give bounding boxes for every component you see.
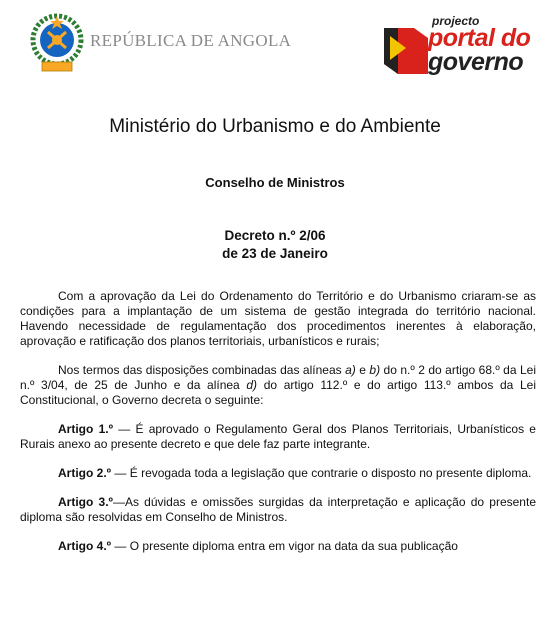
p2-text-3: do n.º 2 do artigo 68.º da Lei n.º 3/04, de 25 de Junho e da alínea	[20, 363, 537, 392]
logo-governo-text: governo	[428, 48, 524, 76]
portal-do-governo-logo[interactable]	[382, 10, 538, 76]
article-1-text: — É aprovado o Regulamento Geral dos Planos Territoriais, Urbanísticos e Rurais anexo ao presente decreto e que dele faz parte integrante.	[20, 422, 536, 451]
article-3-label: Artigo 3.º	[58, 495, 113, 509]
p2-text-2: e	[355, 363, 370, 377]
article-1-label: Artigo 1.º	[58, 422, 113, 436]
article-2	[20, 466, 536, 481]
article-2-label: Artigo 2.º	[58, 466, 112, 480]
council-heading: Conselho de Ministros	[205, 175, 345, 190]
decree-date: de 23 de Janeiro	[222, 246, 328, 261]
article-3-text: —As dúvidas e omissões surgidas da interpretação e aplicação do presente diploma são resolvidas em Conselho de Ministros.	[20, 495, 536, 524]
decree-body	[20, 289, 536, 568]
p2-alinea-a: a)	[345, 363, 356, 377]
article-1	[20, 422, 536, 452]
article-4-label: Artigo 4.º	[58, 539, 112, 553]
ministry-title: Ministério do Urbanismo e do Ambiente	[109, 116, 441, 137]
p2-alinea-d: d)	[246, 378, 258, 392]
p2-text-4: do artigo 112.º e do artigo 113.º ambos da Lei Constitucional, o Governo decreta o seguinte:	[20, 378, 536, 407]
republic-name: REPÚBLICA DE ANGOLA	[90, 31, 292, 50]
article-4-text: — O presente diploma entra em vigor na data da sua publicação	[111, 539, 458, 553]
angola-coat-of-arms-icon	[28, 12, 86, 74]
decree-number: Decreto n.º 2/06	[224, 228, 326, 243]
portal-logo-mark-icon	[384, 28, 428, 74]
article-2-text: — É revogada toda a legislação que contrarie o disposto no presente diploma.	[111, 466, 532, 480]
decree-heading	[0, 227, 550, 263]
p2-text-1: Nos termos das disposições combinadas das alíneas	[58, 363, 346, 377]
logo-portal-do-text: portal do	[428, 24, 531, 52]
p2-alinea-b: b)	[369, 363, 381, 377]
logo-projecto-text: projecto	[432, 14, 480, 28]
document-header	[0, 0, 550, 90]
article-3	[20, 495, 536, 525]
article-4	[20, 539, 536, 554]
preamble-paragraph-1: Com a aprovação da Lei do Ordenamento do Território e do Urbanismo criaram-se as condições para a implantação de um sistema de gestão integrada do território nacional. Havendo necessidade de regulamentação dos procedimentos inerentes à elaboração, aprovação e ratificação dos planos territoriais, urbanísticos e rurais;	[20, 289, 536, 348]
preamble-paragraph-2	[20, 363, 536, 408]
